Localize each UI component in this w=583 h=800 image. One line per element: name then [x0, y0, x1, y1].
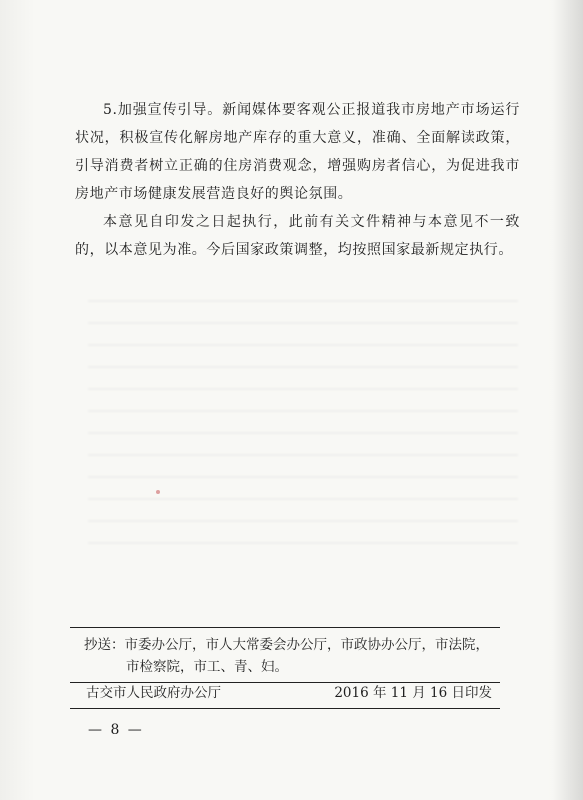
issue-date: 2016 年 11 月 16 日印发 [334, 685, 492, 701]
red-ink-speck [156, 490, 160, 494]
issuance-row [70, 678, 500, 709]
cc-line-1: 抄送：市委办公厅，市人大常委会办公厅，市政协办公厅，市法院， [84, 637, 489, 653]
page-edge-shadow [553, 0, 583, 800]
page-number: — 8 — [88, 722, 144, 738]
paragraph-publicity: 5.加强宣传引导。新闻媒体要客观公正报道我市房地产市场运行状况，积极宣传化解房地产库存的重大意义，准确、全面解读政策，引导消费者树立正确的住房消费观念，增强购房者信心，为促进我市房地产市场健康发展营造良好的舆论氛围。 [75, 102, 520, 202]
bleed-through-text [88, 300, 518, 560]
body-text [75, 96, 520, 264]
cc-line-2: 市检察院，市工、青、妇。 [126, 659, 288, 675]
paragraph-effective-date: 本意见自印发之日起执行，此前有关文件精神与本意见不一致的，以本意见为准。今后国家政策调整，均按照国家最新规定执行。 [75, 214, 520, 258]
cc-distribution-block [70, 627, 500, 683]
issuing-office: 古交市人民政府办公厅 [86, 685, 221, 701]
